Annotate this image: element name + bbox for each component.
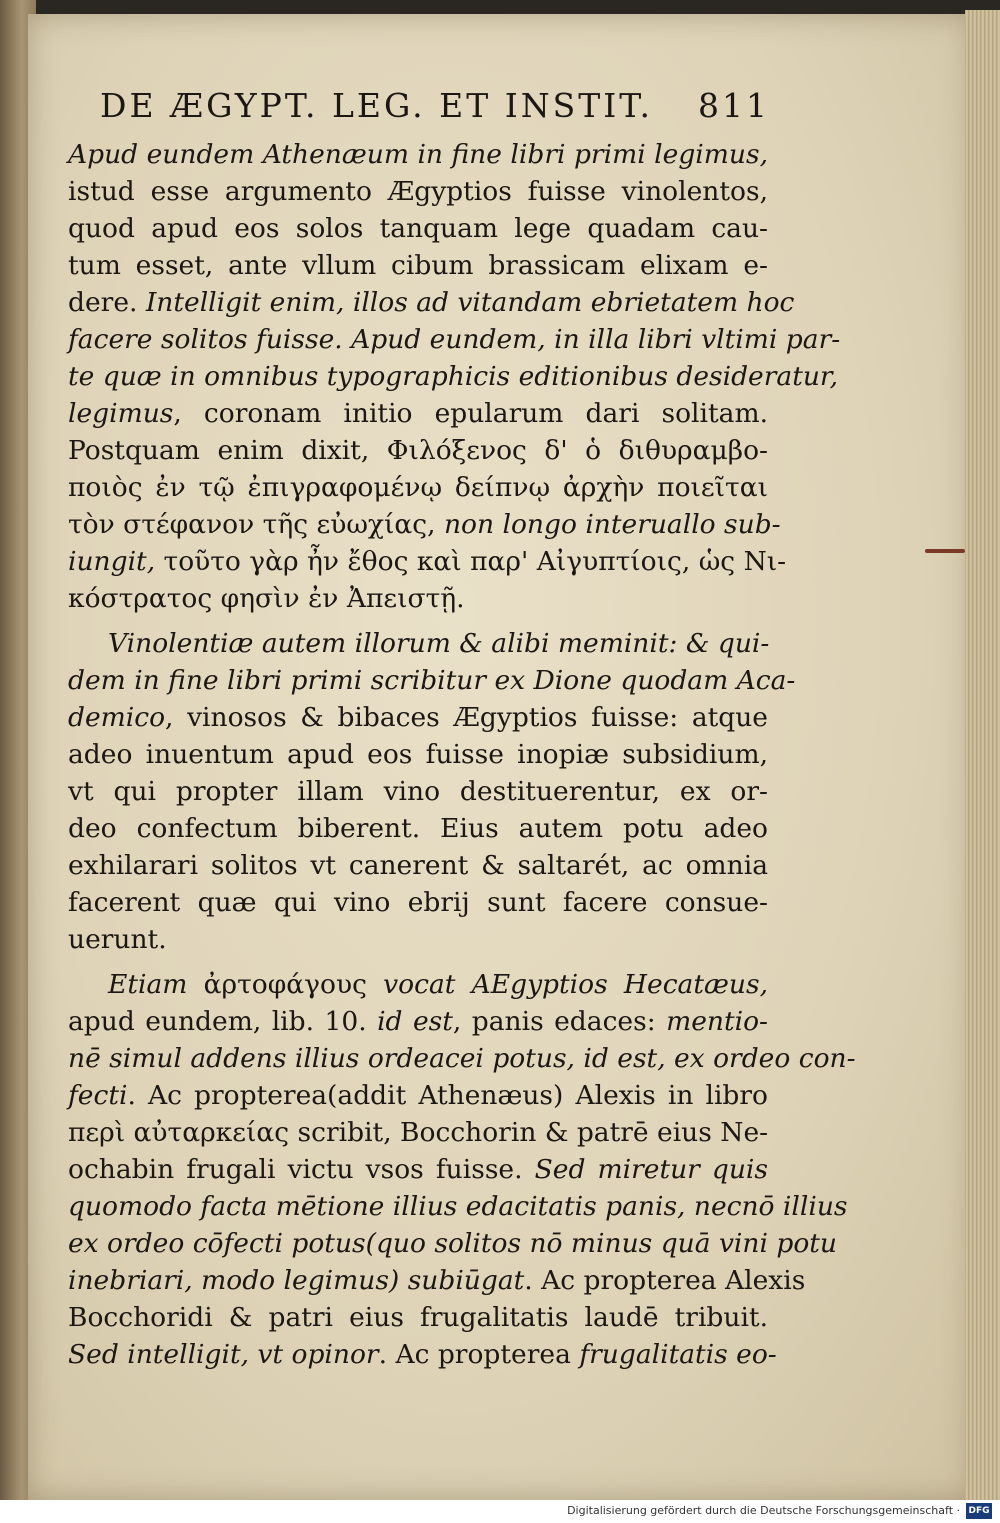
text-line <box>68 173 768 210</box>
roman-run: adeo inuentum apud eos fuisse inopiæ subsidium, <box>68 739 768 770</box>
text-line <box>68 810 768 847</box>
roman-run: exhilarari solitos vt canerent & saltarét, ac omnia <box>68 850 768 881</box>
italic-run: frugalitatis eo- <box>579 1339 777 1370</box>
roman-run: ποιὸς ἐν τῷ ἐπιγραφομένῳ δείπνῳ ἀρχὴν ποιεῖται <box>68 472 768 503</box>
roman-run: τὸν στέφανον τῆς εὐωχίας, <box>68 509 444 540</box>
text-line <box>68 966 768 1003</box>
roman-run: uerunt. <box>68 924 167 955</box>
roman-run: Bocchoridi & patri eius frugalitatis laudē tribuit. <box>68 1302 768 1333</box>
page-number: 811 <box>698 86 770 125</box>
roman-run: , panis edaces: <box>452 1006 667 1037</box>
roman-run: facerent quæ qui vino ebrij sunt facere consue- <box>68 887 768 918</box>
roman-run: Postquam enim dixit, <box>68 435 387 466</box>
text-line <box>68 1225 837 1262</box>
text-line <box>68 625 768 662</box>
italic-run: non longo interuallo sub- <box>443 509 781 540</box>
text-line <box>68 432 768 469</box>
italic-run: Sed intelligit, vt opinor <box>68 1339 379 1370</box>
text-line <box>68 1114 768 1151</box>
text-line <box>68 921 768 958</box>
roman-run: ochabin frugali victu vsos fuisse. <box>68 1154 535 1185</box>
body-text <box>68 136 856 1373</box>
roman-run: Φιλόξενος δ' ὁ διθυραμβο- <box>386 435 768 466</box>
text-line <box>68 773 768 810</box>
roman-run: tum esset, ante vllum cibum brassicam elixam e- <box>68 250 768 281</box>
italic-run: mentio- <box>666 1006 768 1037</box>
italic-run: te quæ in omnibus typographicis editionibus desideratur, <box>68 361 839 392</box>
italic-run: iungit, <box>68 546 164 577</box>
italic-run: fecti <box>68 1080 128 1111</box>
text-line <box>68 884 768 921</box>
text-line <box>68 395 768 432</box>
italic-run: nē simul addens illius ordeacei potus, id est, ex ordeo con- <box>68 1043 856 1074</box>
text-line <box>68 1077 768 1114</box>
italic-run: Intelligit enim, illos ad vitandam ebrietatem hoc <box>145 287 795 318</box>
italic-run: quomodo facta mētione illius edacitatis panis, necnō illius <box>68 1191 848 1222</box>
italic-run: Vinolentiæ autem illorum & alibi meminit: & qui- <box>108 628 770 659</box>
text-line <box>68 358 839 395</box>
roman-run: περὶ αὐταρκείας <box>68 1117 290 1148</box>
text-line <box>68 736 768 773</box>
text-line <box>68 1151 768 1188</box>
roman-run: apud eundem, lib. 10. <box>68 1006 378 1037</box>
text-line <box>68 699 768 736</box>
text-line <box>68 284 795 321</box>
footer-bar <box>0 1500 1000 1523</box>
italic-run: Etiam <box>108 969 204 1000</box>
italic-run: vocat AEgyptios Hecatæus, <box>366 969 768 1000</box>
running-head-title: DE ÆGYPT. LEG. ET INSTIT. <box>100 86 653 125</box>
text-line <box>68 321 841 358</box>
text-line <box>68 1262 806 1299</box>
digitization-credit: Digitalisierung gefördert durch die Deutsche Forschungsgemeinschaft · <box>567 1504 960 1517</box>
paragraph-gap <box>68 617 768 625</box>
roman-run: dere. <box>68 287 146 318</box>
italic-run: demico <box>68 702 166 733</box>
text-line <box>68 847 768 884</box>
roman-run: ἀρτοφάγους <box>203 969 367 1000</box>
text-line <box>68 1188 848 1225</box>
italic-run: legimus <box>68 398 174 429</box>
text-line <box>68 1003 768 1040</box>
italic-run: Sed miretur quis <box>534 1154 769 1185</box>
roman-run: . Ac propterea <box>378 1339 580 1370</box>
paragraph-gap <box>68 958 768 966</box>
italic-run: id est <box>377 1006 453 1037</box>
paragraph <box>68 625 796 958</box>
roman-run: , coronam initio epularum dari solitam. <box>173 398 768 429</box>
text-line <box>68 543 787 580</box>
roman-run: vt qui propter illam vino destituerentur, ex or- <box>68 776 768 807</box>
roman-run: τοῦτο γὰρ ἦν ἔθος καὶ παρ' Αἰγυπτίοις, ὡς Νι- <box>163 546 787 577</box>
text-line <box>68 580 768 617</box>
text-line <box>68 662 796 699</box>
roman-run: κόστρατος φησὶν ἐν Ἀπειστῇ. <box>68 583 465 614</box>
roman-run: scribit, Bocchorin & patrē eius Ne- <box>289 1117 769 1148</box>
italic-run: inebriari, modo legimus) subiūgat <box>68 1265 525 1296</box>
italic-run: facere solitos fuisse. Apud eundem, in illa libri vltimi par- <box>68 324 841 355</box>
paragraph <box>68 966 856 1373</box>
text-line <box>68 210 768 247</box>
text-line <box>68 469 768 506</box>
roman-run: . Ac propterea(addit Athenæus) Alexis in libro <box>127 1080 768 1111</box>
roman-run: istud esse argumento Ægyptios fuisse vinolentos, <box>68 176 768 207</box>
roman-run: . Ac propterea Alexis <box>524 1265 806 1296</box>
text-line <box>68 136 768 173</box>
dfg-logo: DFG <box>966 1503 992 1519</box>
text-line <box>68 1336 777 1373</box>
text-line <box>68 1299 768 1336</box>
text-line <box>68 506 781 543</box>
page-edges <box>965 10 1000 1500</box>
bookmark-ribbon <box>925 549 965 553</box>
running-head <box>100 86 770 126</box>
text-line <box>68 247 768 284</box>
italic-run: Apud eundem Athenæum in fine libri primi legimus, <box>68 139 768 170</box>
italic-run: dem in fine libri primi scribitur ex Dione quodam Aca- <box>68 665 796 696</box>
paragraph <box>68 136 841 617</box>
italic-run: ex ordeo cōfecti potus(quo solitos nō minus quā vini potu <box>68 1228 837 1259</box>
text-line <box>68 1040 856 1077</box>
roman-run: quod apud eos solos tanquam lege quadam cau- <box>68 213 768 244</box>
roman-run: , vinosos & bibaces Ægyptios fuisse: atque <box>165 702 768 733</box>
roman-run: deo confectum biberent. Eius autem potu adeo <box>68 813 768 844</box>
